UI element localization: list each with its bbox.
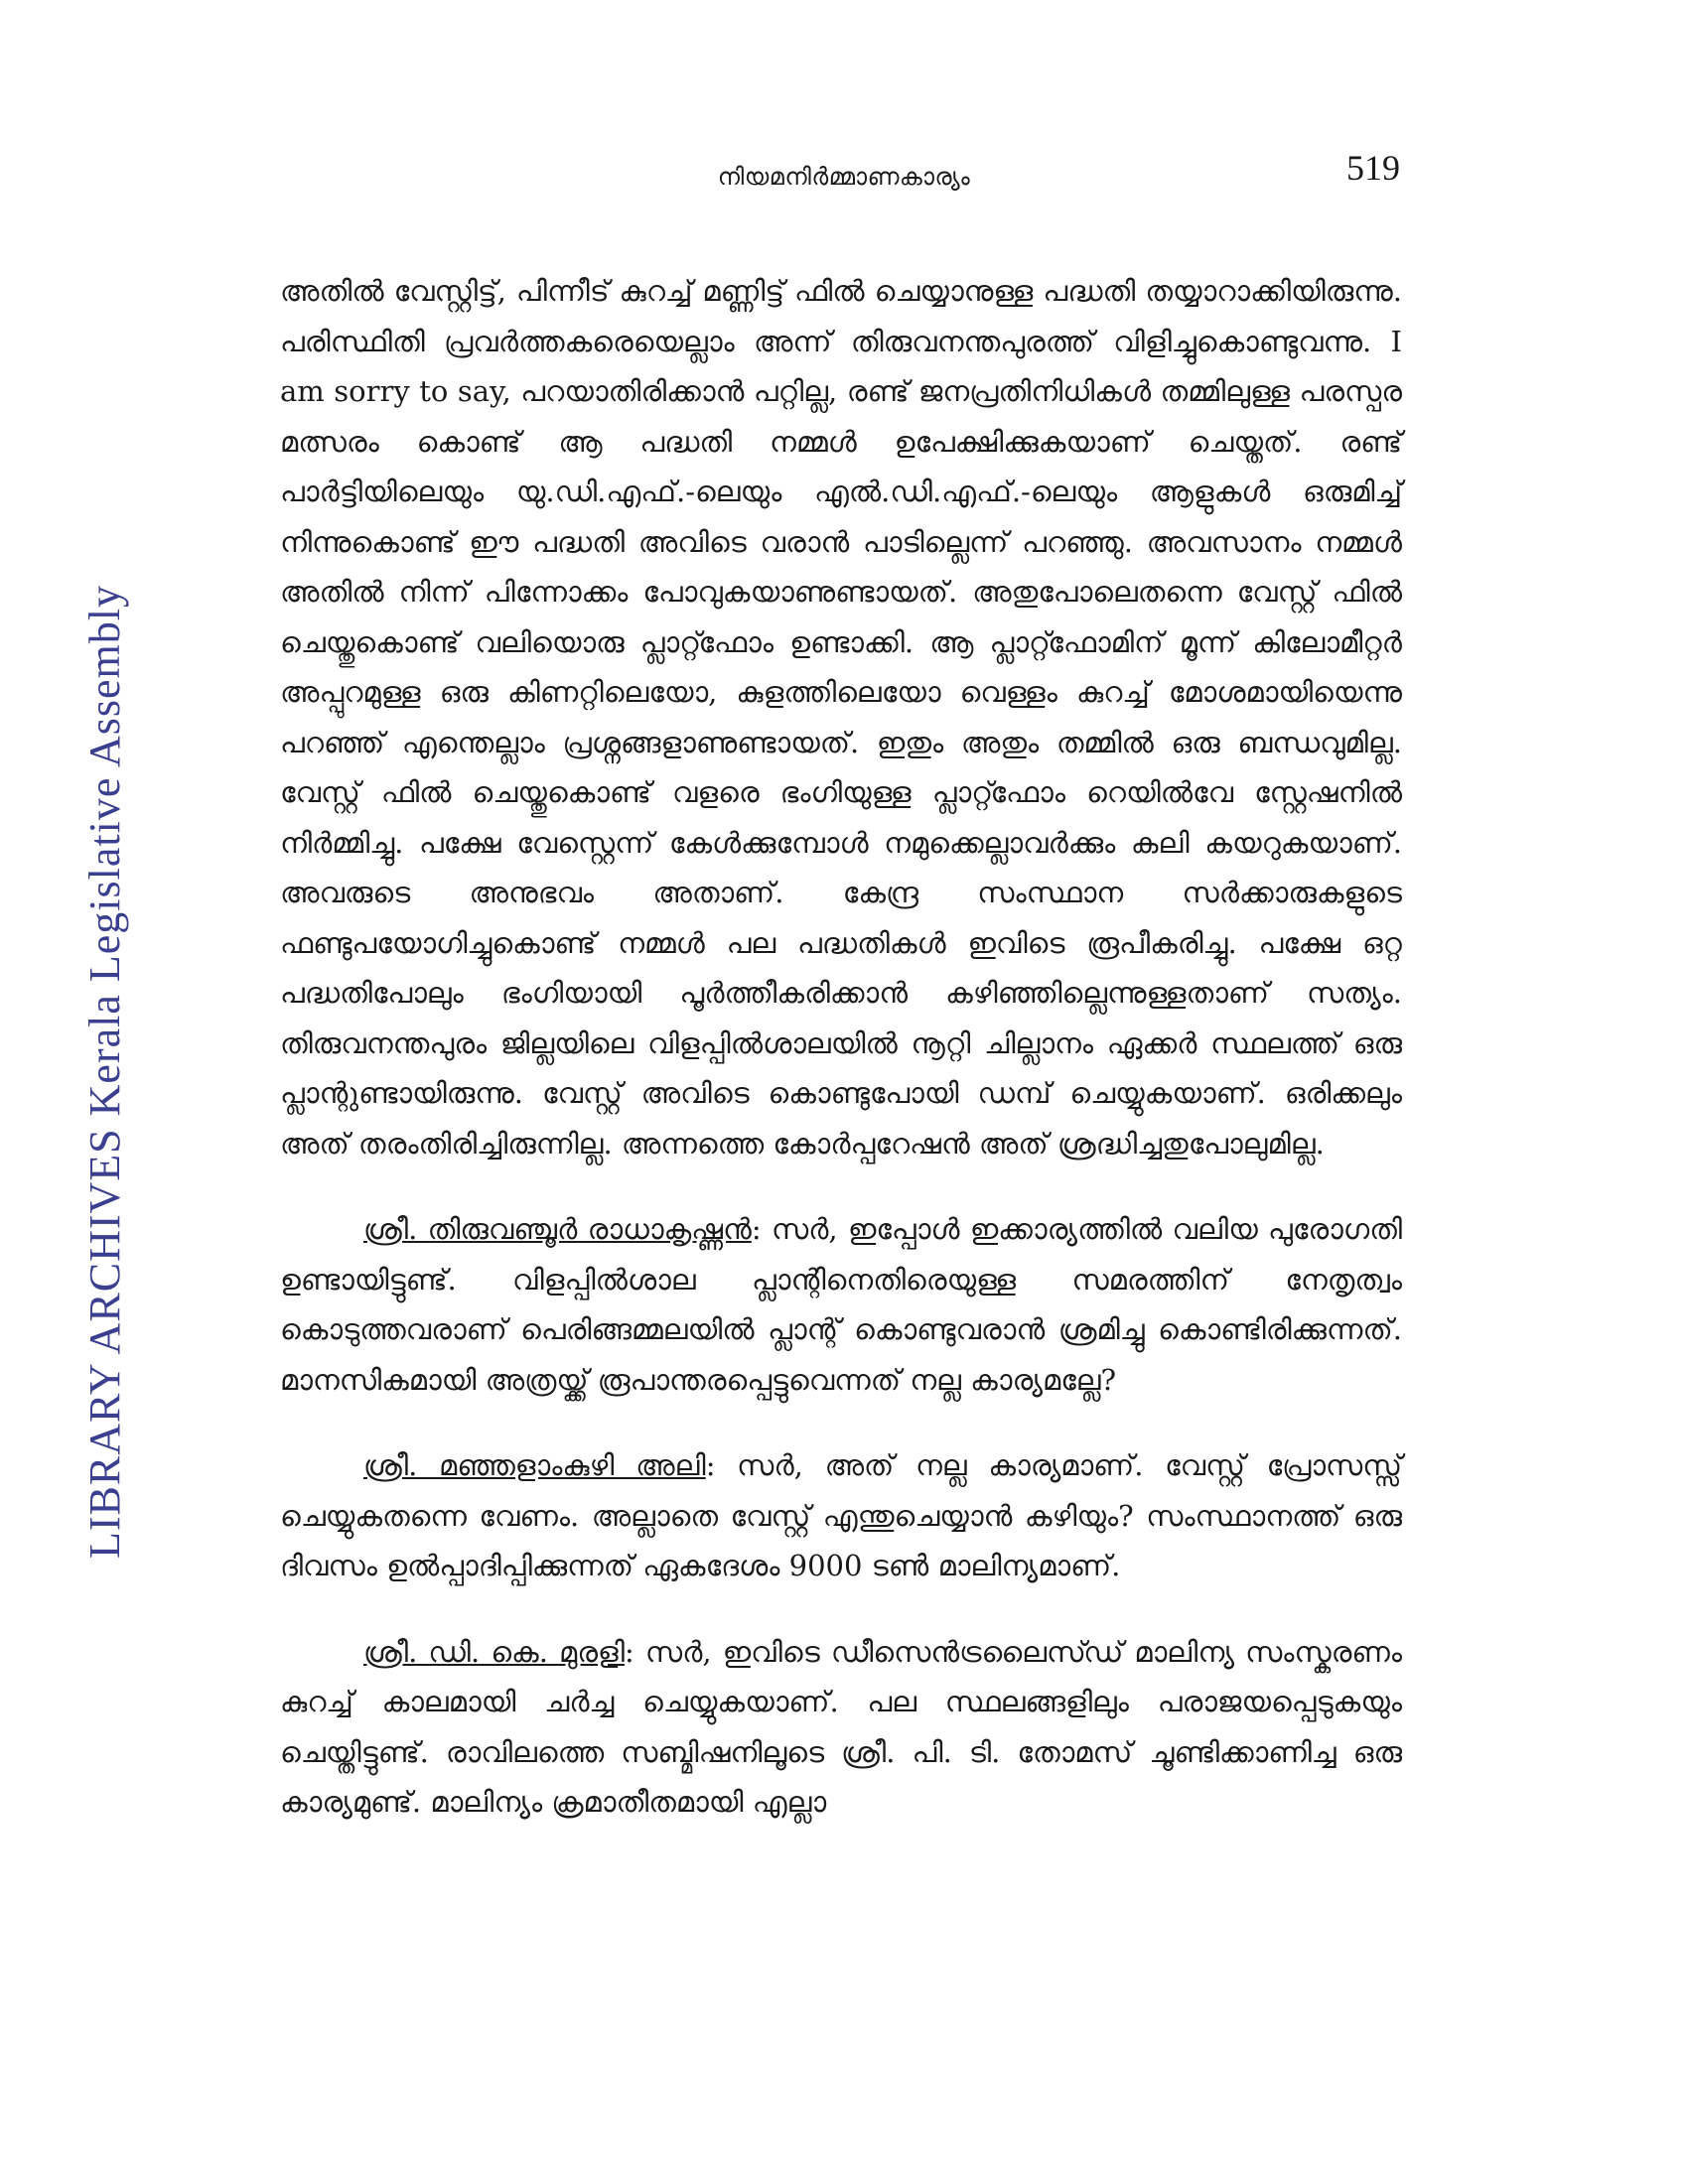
paragraph-2 xyxy=(280,1204,1402,1405)
paragraph-3 xyxy=(280,1440,1402,1591)
speaker-name: ശ്രീ. ഡി. കെ. മുരളി xyxy=(363,1634,626,1669)
document-body xyxy=(280,266,1402,1863)
page-number: 519 xyxy=(1346,148,1400,188)
speaker-name: ശ്രീ. തിരുവഞ്ചൂർ രാധാകൃഷ്ണൻ xyxy=(363,1212,752,1246)
paragraph-1 xyxy=(280,266,1402,1168)
paragraph-text: : സർ, അത് നല്ല കാര്യമാണ്. വേസ്റ്റ് പ്രോസസ്സ് ചെയ്യുകതന്നെ വേണം. അല്ലാതെ വേസ്റ്റ് എന്തുചെയ്യാൻ കഴിയും? സംസ്ഥാനത്ത് ഒരു ദിവസം ഉൽപ്പാദിപ്പിക്കുന്നത് ഏകദേശം 9000 ടൺ മാലിന്യമാണ്. xyxy=(280,1448,1403,1582)
paragraph-text: : സർ, ഇപ്പോൾ ഇക്കാര്യത്തിൽ വലിയ പുരോഗതി ഉണ്ടായിട്ടുണ്ട്. വിളപ്പിൽശാല പ്ലാന്റിനെതിരെയുള്ള സമരത്തിന് നേതൃത്വം കൊടുത്തവരാണ് പെരിങ്ങമ്മലയിൽ പ്ലാന്റ് കൊണ്ടുവരാൻ ശ്രമിച്ചു കൊണ്ടിരിക്കുന്നത്. മാനസികമായി അത്രയ്ക്ക് രൂപാന്തരപ്പെട്ടുവെന്നത് നല്ല കാര്യമല്ലേ? xyxy=(280,1212,1402,1397)
paragraph-text: അതിൽ വേസ്റ്റിട്ട്, പിന്നീട് കുറച്ച് മണ്ണിട്ട് ഫിൽ ചെയ്യാനുള്ള പദ്ധതി തയ്യാറാക്കിയിരുന്നു. പരിസ്ഥിതി പ്രവർത്തകരെയെല്ലാം അന്ന് തിരുവനന്തപുരത്ത് വിളിച്ചുകൊണ്ടുവന്നു. I am sorry to say, പറയാതിരിക്കാൻ പറ്റില്ല, രണ്ട് ജനപ്രതിനിധികൾ തമ്മിലുള്ള പരസ്പര മത്സരം കൊണ്ട് ആ പദ്ധതി നമ്മൾ ഉപേക്ഷിക്കുകയാണ് ചെയ്തത്. രണ്ട് പാർട്ടിയിലെയും യു.ഡി.എഫ്.-ലെയും എൽ.ഡി.എഫ്.-ലെയും ആളുകൾ ഒരുമിച്ച് നിന്നുകൊണ്ട് ഈ പദ്ധതി അവിടെ വരാൻ പാടില്ലെന്ന് പറഞ്ഞു. അവസാനം നമ്മൾ അതിൽ നിന്ന് പിന്നോക്കം പോവുകയാണുണ്ടായത്. അതുപോലെതന്നെ വേസ്റ്റ് ഫിൽ ചെയ്തുകൊണ്ട് വലിയൊരു പ്ലാറ്റ്ഫോം ഉണ്ടാക്കി. ആ പ്ലാറ്റ്ഫോമിന് മൂന്ന് കിലോമീറ്റർ അപ്പുറമുള്ള ഒരു കിണറ്റിലെയോ, കുളത്തിലെയോ വെള്ളം കുറച്ച് മോശമായിയെന്നു പറഞ്ഞ് എന്തെല്ലാം പ്രശ്നങ്ങളാണുണ്ടായത്. ഇതും അതും തമ്മിൽ ഒരു ബന്ധവുമില്ല. വേസ്റ്റ് ഫിൽ ചെയ്തുകൊണ്ട് വളരെ ഭംഗിയുള്ള പ്ലാറ്റ്ഫോം റെയിൽവേ സ്റ്റേഷനിൽ നിർമ്മിച്ചു. പക്ഷേ വേസ്റ്റെന്ന് കേൾക്കുമ്പോൾ നമുക്കെല്ലാവർക്കും കലി കയറുകയാണ്. അവരുടെ അനുഭവം അതാണ്. കേന്ദ്ര സംസ്ഥാന സർക്കാരുകളുടെ ഫണ്ടുപയോഗിച്ചുകൊണ്ട് നമ്മൾ പല പദ്ധതികൾ ഇവിടെ രൂപീകരിച്ചു. പക്ഷേ ഒറ്റ പദ്ധതിപോലും ഭംഗിയായി പൂർത്തീകരിക്കാൻ കഴിഞ്ഞില്ലെന്നുള്ളതാണ് സത്യം. തിരുവനന്തപുരം ജില്ലയിലെ വിളപ്പിൽശാലയിൽ നൂറ്റി ചില്ലാനം ഏക്കർ സ്ഥലത്ത് ഒരു പ്ലാന്റുണ്ടായിരുന്നു. വേസ്റ്റ് അവിടെ കൊണ്ടുപോയി ഡമ്പ് ചെയ്യുകയാണ്. ഒരിക്കലും അത് തരംതിരിച്ചിരുന്നില്ല. അന്നത്തെ കോർപ്പറേഷൻ അത് ശ്രദ്ധിച്ചതുപോലുമില്ല. xyxy=(280,274,1402,1160)
page-header-title: നിയമനിർമ്മാണകാര്യം xyxy=(717,163,971,191)
archive-watermark: LIBRARY ARCHIVES Kerala Legislative Assembly xyxy=(80,585,129,1559)
speaker-name: ശ്രീ. മഞ്ഞളാംകുഴി അലി xyxy=(363,1448,706,1482)
paragraph-4 xyxy=(280,1627,1402,1828)
paragraph-text: : സർ, ഇവിടെ ഡീസെൻട്രലൈസ്ഡ് മാലിന്യ സംസ്കരണം കുറച്ച് കാലമായി ചർച്ച ചെയ്യുകയാണ്. പല സ്ഥലങ്ങളിലും പരാജയപ്പെടുകയും ചെയ്തിട്ടുണ്ട്. രാവിലത്തെ സബ്മിഷനിലൂടെ ശ്രീ. പി. ടി. തോമസ് ചൂണ്ടിക്കാണിച്ച ഒരു കാര്യമുണ്ട്. മാലിന്യം ക്രമാതീതമായി എല്ലാ xyxy=(280,1634,1403,1819)
